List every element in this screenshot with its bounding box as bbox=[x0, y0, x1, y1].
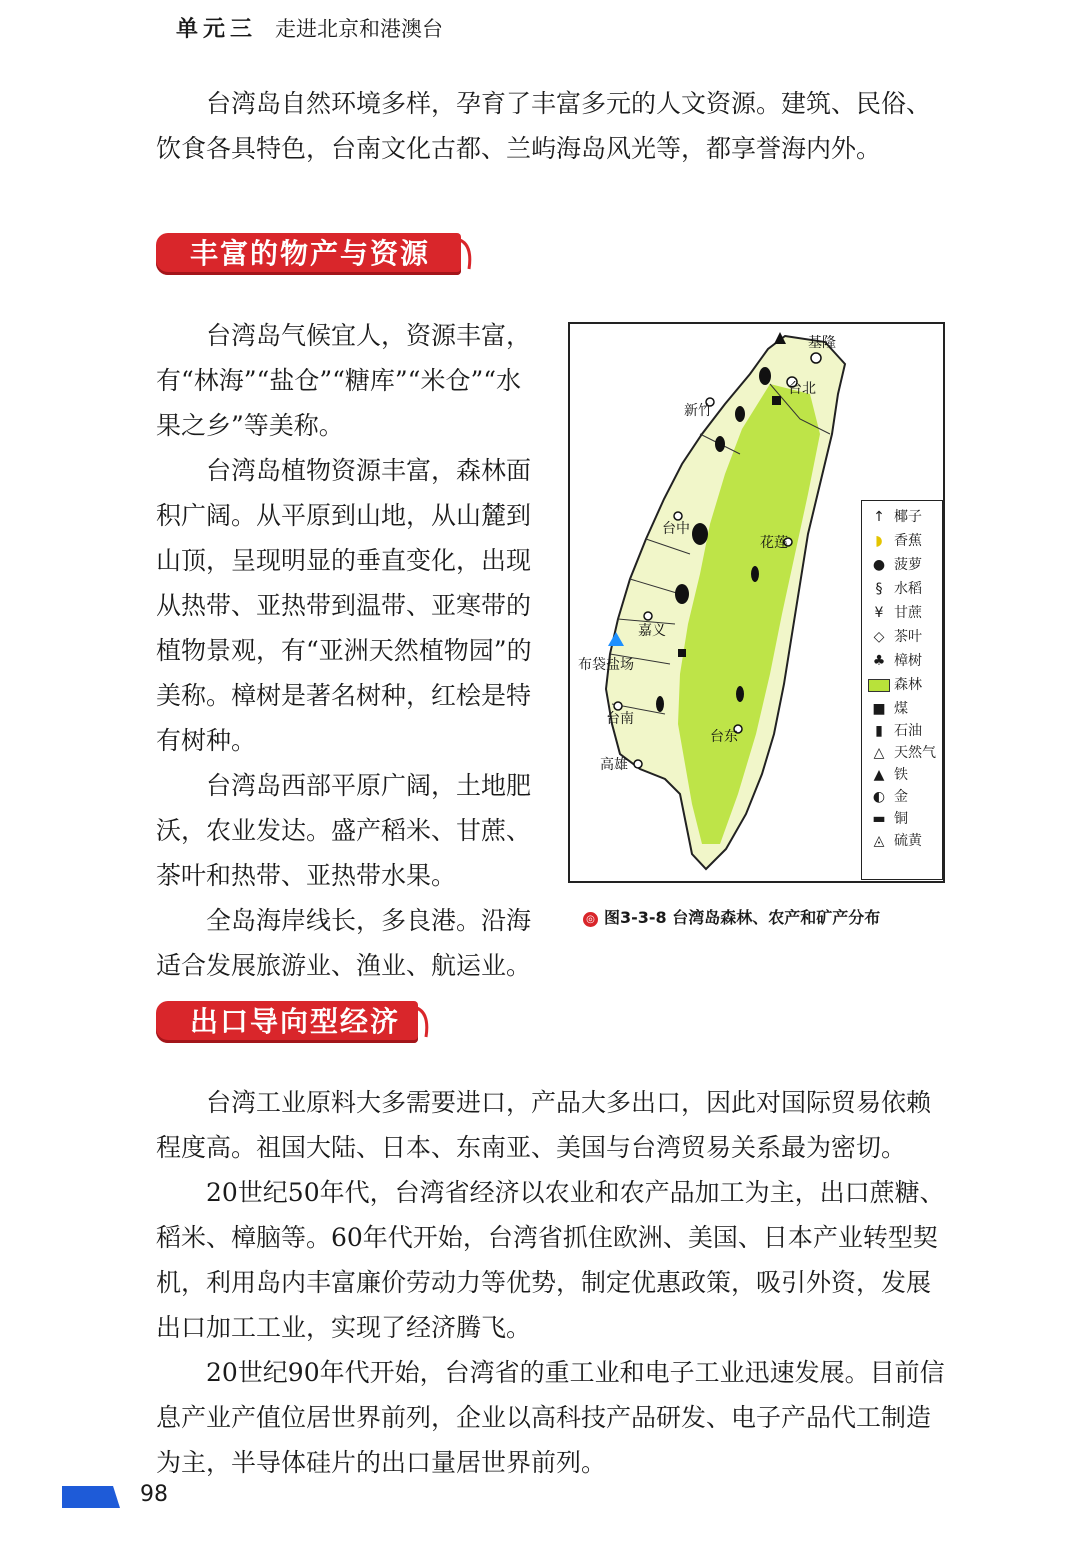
legend-item: △ 天然气 bbox=[868, 743, 936, 763]
city-tainan: 台南 bbox=[606, 711, 634, 727]
city-taipei: 台北 bbox=[788, 381, 816, 397]
section2-body bbox=[156, 1080, 951, 1485]
tea-icon: ◇ bbox=[873, 629, 885, 645]
paragraph: 20世纪90年代开始，台湾省的重工业和电子工业迅速发展。目前信息产业产值位居世界前列，企业以高科技产品研发、电子产品代工制造为主，半导体硅片的出口量居世界前列。 bbox=[156, 1358, 945, 1477]
coal-icon: ■ bbox=[872, 701, 886, 717]
section-title: 丰富的物产与资源 bbox=[190, 237, 431, 270]
legend-item: ● 菠萝 bbox=[868, 555, 922, 575]
unit-title: 走进北京和港澳台 bbox=[275, 17, 444, 41]
running-header bbox=[176, 12, 443, 43]
legend-item: ¥ 甘蔗 bbox=[868, 603, 922, 623]
sulfur-icon: ◬ bbox=[873, 833, 885, 849]
city-hualien: 花莲 bbox=[760, 535, 788, 551]
page-tab-marker bbox=[62, 1486, 120, 1508]
legend-item: 森林 bbox=[868, 675, 922, 695]
paragraph: 全岛海岸线长，多良港。沿海适合发展旅游业、渔业、航运业。 bbox=[156, 906, 532, 980]
intro-block bbox=[156, 81, 951, 171]
unit-label: 单元三 bbox=[176, 17, 258, 42]
paragraph: 台湾岛植物资源丰富，森林面积广阔。从平原到山地，从山麓到山顶，呈现明显的垂直变化，出现从热带、亚热带到温带、亚寒带的植物景观，有“亚洲天然植物园”的美称。樟树是著名树种，红桧是特有树种。 bbox=[156, 456, 532, 755]
figure-caption: ◎ 图3-3-8 台湾岛森林、农产和矿产分布 bbox=[583, 905, 880, 928]
legend-item: ♣ 樟树 bbox=[868, 651, 922, 671]
section-title: 出口导向型经济 bbox=[190, 1005, 401, 1038]
legend-item: ◐ 金 bbox=[868, 787, 908, 807]
page-number: 98 bbox=[140, 1482, 168, 1507]
paragraph: 台湾岛西部平原广阔，土地肥沃，农业发达。盛产稻米、甘蔗、茶叶和热带、亚热带水果。 bbox=[156, 771, 532, 890]
paragraph: 20世纪50年代，台湾省经济以农业和农产品加工为主，出口蔗糖、稻米、樟脑等。60年代开始，台湾省抓住欧洲、美国、日本产业转型契机，利用岛内丰富廉价劳动力等优势，制定优惠政策，吸引外资，发展出口加工工业，实现了经济腾飞。 bbox=[156, 1178, 945, 1342]
paragraph: 台湾岛气候宜人，资源丰富，有“林海”“盐仓”“糖库”“米仓”“水果之乡”等美称。 bbox=[156, 321, 532, 440]
iron-icon: ▲ bbox=[873, 767, 885, 783]
legend-item: ◬ 硫黄 bbox=[868, 831, 922, 851]
rice-icon: § bbox=[875, 581, 883, 597]
section1-body bbox=[156, 313, 546, 988]
city-keelung: 基隆 bbox=[808, 335, 836, 351]
city-taitung: 台东 bbox=[710, 729, 738, 745]
city-kaohsiung: 高雄 bbox=[600, 757, 628, 773]
banana-icon: ◗ bbox=[875, 533, 883, 549]
legend-item: § 水稻 bbox=[868, 579, 922, 599]
figure-marker-icon: ◎ bbox=[583, 912, 598, 927]
taiwan-resource-map bbox=[568, 322, 945, 883]
legend-item: ↑ 椰子 bbox=[868, 507, 922, 527]
legend-item: ▲ 铁 bbox=[868, 765, 908, 785]
coconut-icon: ↑ bbox=[873, 509, 885, 525]
legend-item: ▮ 石油 bbox=[868, 721, 922, 741]
sugarcane-icon: ¥ bbox=[874, 605, 884, 621]
city-chiayi: 嘉义 bbox=[638, 623, 666, 639]
pineapple-icon: ● bbox=[872, 557, 886, 573]
section-heading-resources bbox=[156, 233, 461, 275]
gold-icon: ◐ bbox=[872, 789, 886, 805]
banner-curl-icon bbox=[455, 233, 475, 275]
paragraph: 台湾工业原料大多需要进口，产品大多出口，因此对国际贸易依赖程度高。祖国大陆、日本、东南亚、美国与台湾贸易关系最为密切。 bbox=[156, 1088, 932, 1162]
city-budai-salt-field: 布袋盐场 bbox=[578, 657, 634, 673]
intro-paragraph: 台湾岛自然环境多样，孕育了丰富多元的人文资源。建筑、民俗、饮食各具特色，台南文化古都、兰屿海岛风光等，都享誉海内外。 bbox=[156, 89, 932, 163]
banner-curl-icon bbox=[412, 1001, 432, 1043]
gas-icon: △ bbox=[873, 745, 885, 761]
map-legend bbox=[861, 500, 943, 880]
section-heading-export-economy bbox=[156, 1001, 418, 1043]
oil-icon: ▮ bbox=[875, 723, 883, 739]
legend-item: ◇ 茶叶 bbox=[868, 627, 922, 647]
legend-item: ▬ 铜 bbox=[868, 809, 908, 829]
city-taichung: 台中 bbox=[662, 521, 690, 537]
forest-swatch bbox=[868, 675, 890, 695]
legend-item: ■ 煤 bbox=[868, 699, 908, 719]
legend-item: ◗ 香蕉 bbox=[868, 531, 922, 551]
camphor-icon: ♣ bbox=[872, 653, 886, 669]
city-hsinchu: 新竹 bbox=[684, 403, 712, 419]
copper-icon: ▬ bbox=[872, 811, 886, 827]
